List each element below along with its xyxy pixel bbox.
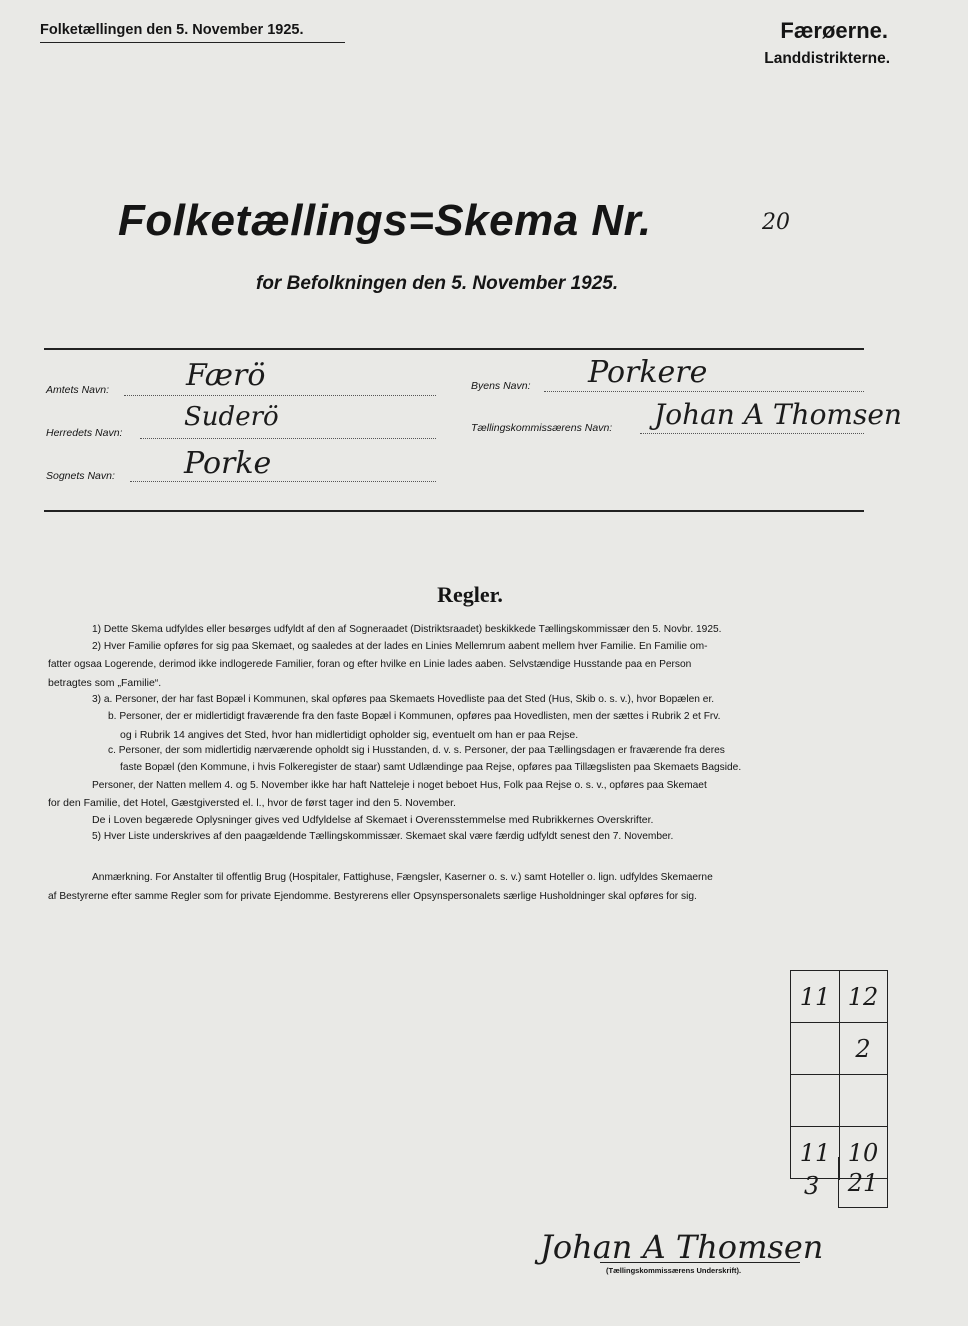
rule-line: Personer, der Natten mellem 4. og 5. November ikke har haft Natteleje i noget beboet Hus, Folk paa Rejse o. s. v., opføres paa Skemaet <box>92 780 707 791</box>
kommissaer-dotted-line <box>640 433 864 434</box>
amt-dotted-line <box>124 395 436 396</box>
rule-line: betragtes som „Familie“. <box>48 677 162 689</box>
tally-total-left: 3 <box>804 1172 820 1200</box>
rule-line: c. Personer, der som midlertidig nærværende opholdt sig i Husstanden, d. v. s. Personer, der paa Tællingsdagen er fraværende fra deres <box>108 745 725 756</box>
rule-line: 1) Dette Skema udfyldes eller besørges udfyldt af den af Sogneraadet (Distriktsraadet) beskikkede Tællingskommissær den 5. Novbr. 1925. <box>92 624 722 635</box>
by-value: Porkere <box>588 355 708 390</box>
signature: Johan A Thomsen <box>540 1228 824 1266</box>
by-dotted-line <box>544 391 864 392</box>
note-line: Anmærkning. For Anstalter til offentlig Brug (Hospitaler, Fattighuse, Fængsler, Kaserner o. s. v.) samt Hoteller o. lign. udfyldes Skemaerne <box>92 872 713 883</box>
form-subtitle: for Befolkningen den 5. November 1925. <box>256 273 619 294</box>
tally-cell: 11 <box>799 983 831 1011</box>
sogn-dotted-line <box>130 481 436 482</box>
rule-line: 5) Hver Liste underskrives af den paagældende Tællingskommissær. Skemaet skal være færdig udfyldt senest den 7. November. <box>92 831 674 842</box>
rule-line: for den Familie, det Hotel, Gæstgiversted el. l., hvor de først tager ind den 5. November. <box>48 797 456 809</box>
district-name: Landdistrikterne. <box>764 50 890 67</box>
herred-dotted-line <box>140 438 436 439</box>
tally-cell: 10 <box>847 1139 879 1167</box>
schema-number: 20 <box>762 210 790 235</box>
note-line: af Bestyrerne efter samme Regler som for private Ejendomme. Bestyrerens eller Opsynspersonalets særlige Husholdninger skal opføres for sig. <box>48 891 697 902</box>
amt-value: Færö <box>186 358 266 393</box>
signature-caption: (Tællingskommissærens Underskrift). <box>606 1266 742 1275</box>
rules-heading: Regler. <box>437 582 503 607</box>
rule-line: fatter ogsaa Logerende, derimod ikke indlogerede Familier, foran og efter hvilke en Linie lades aaben. Selvstændige Husstande paa en Person <box>48 659 692 670</box>
rule-line: b. Personer, der er midlertidigt fraværende fra den faste Bopæl i Kommunen, opføres paa Hovedlisten, men der sættes i Rubrik 2 et Frv. <box>108 711 721 722</box>
by-label: Byens Navn: <box>471 380 531 392</box>
amt-label: Amtets Navn: <box>46 384 110 396</box>
signature-line <box>600 1262 800 1263</box>
bottom-divider <box>44 510 864 512</box>
kommissaer-label: Tællingskommissærens Navn: <box>471 422 613 434</box>
tally-row <box>791 1075 887 1127</box>
tally-cell: 11 <box>799 1139 831 1167</box>
tally-box <box>790 970 888 1179</box>
rule-line: og i Rubrik 14 angives det Sted, hvor han midlertidigt opholder sig, eventuelt om han er paa Rejse. <box>120 729 579 741</box>
tally-row <box>791 1023 887 1075</box>
form-title: Folketællings=Skema Nr. <box>118 196 652 245</box>
sogn-value: Porke <box>184 446 272 481</box>
top-divider <box>44 348 864 350</box>
rule-line: faste Bopæl (den Kommune, i hvis Folkeregister de staar) samt Udlændinge paa Rejse, opføres paa Tillægslisten paa Skemaets Bagside. <box>120 762 742 773</box>
region-name: Færøerne. <box>780 18 888 43</box>
tally-total: 21 <box>847 1169 879 1197</box>
tally-total-box <box>838 1157 888 1208</box>
sogn-label: Sognets Navn: <box>46 470 115 482</box>
herred-label: Herredets Navn: <box>46 427 123 439</box>
tally-column-divider <box>839 1075 840 1128</box>
tally-cell: 12 <box>847 983 879 1011</box>
rule-line: 3) a. Personer, der har fast Bopæl i Kommunen, skal opføres paa Skemaets Hovedliste paa det Sted (Hus, Skib o. s. v.), hvor Bopælen er. <box>92 694 715 705</box>
tally-cell: 2 <box>855 1035 871 1063</box>
rule-line: 2) Hver Familie opføres for sig paa Skemaet, og saaledes at der lades en Linies Mellemrum aabent mellem hver Familie. En Familie om- <box>92 641 708 652</box>
tally-row <box>791 971 887 1023</box>
herred-value: Suderö <box>184 402 279 432</box>
rule-line: De i Loven begærede Oplysninger gives ved Udfyldelse af Skemaet i Overensstemmelse med Rubrikkernes Overskrifter. <box>92 814 654 826</box>
census-label: Folketællingen den 5. November 1925. <box>40 22 304 38</box>
census-label-underline <box>40 42 345 43</box>
kommissaer-value: Johan A Thomsen <box>654 398 902 431</box>
